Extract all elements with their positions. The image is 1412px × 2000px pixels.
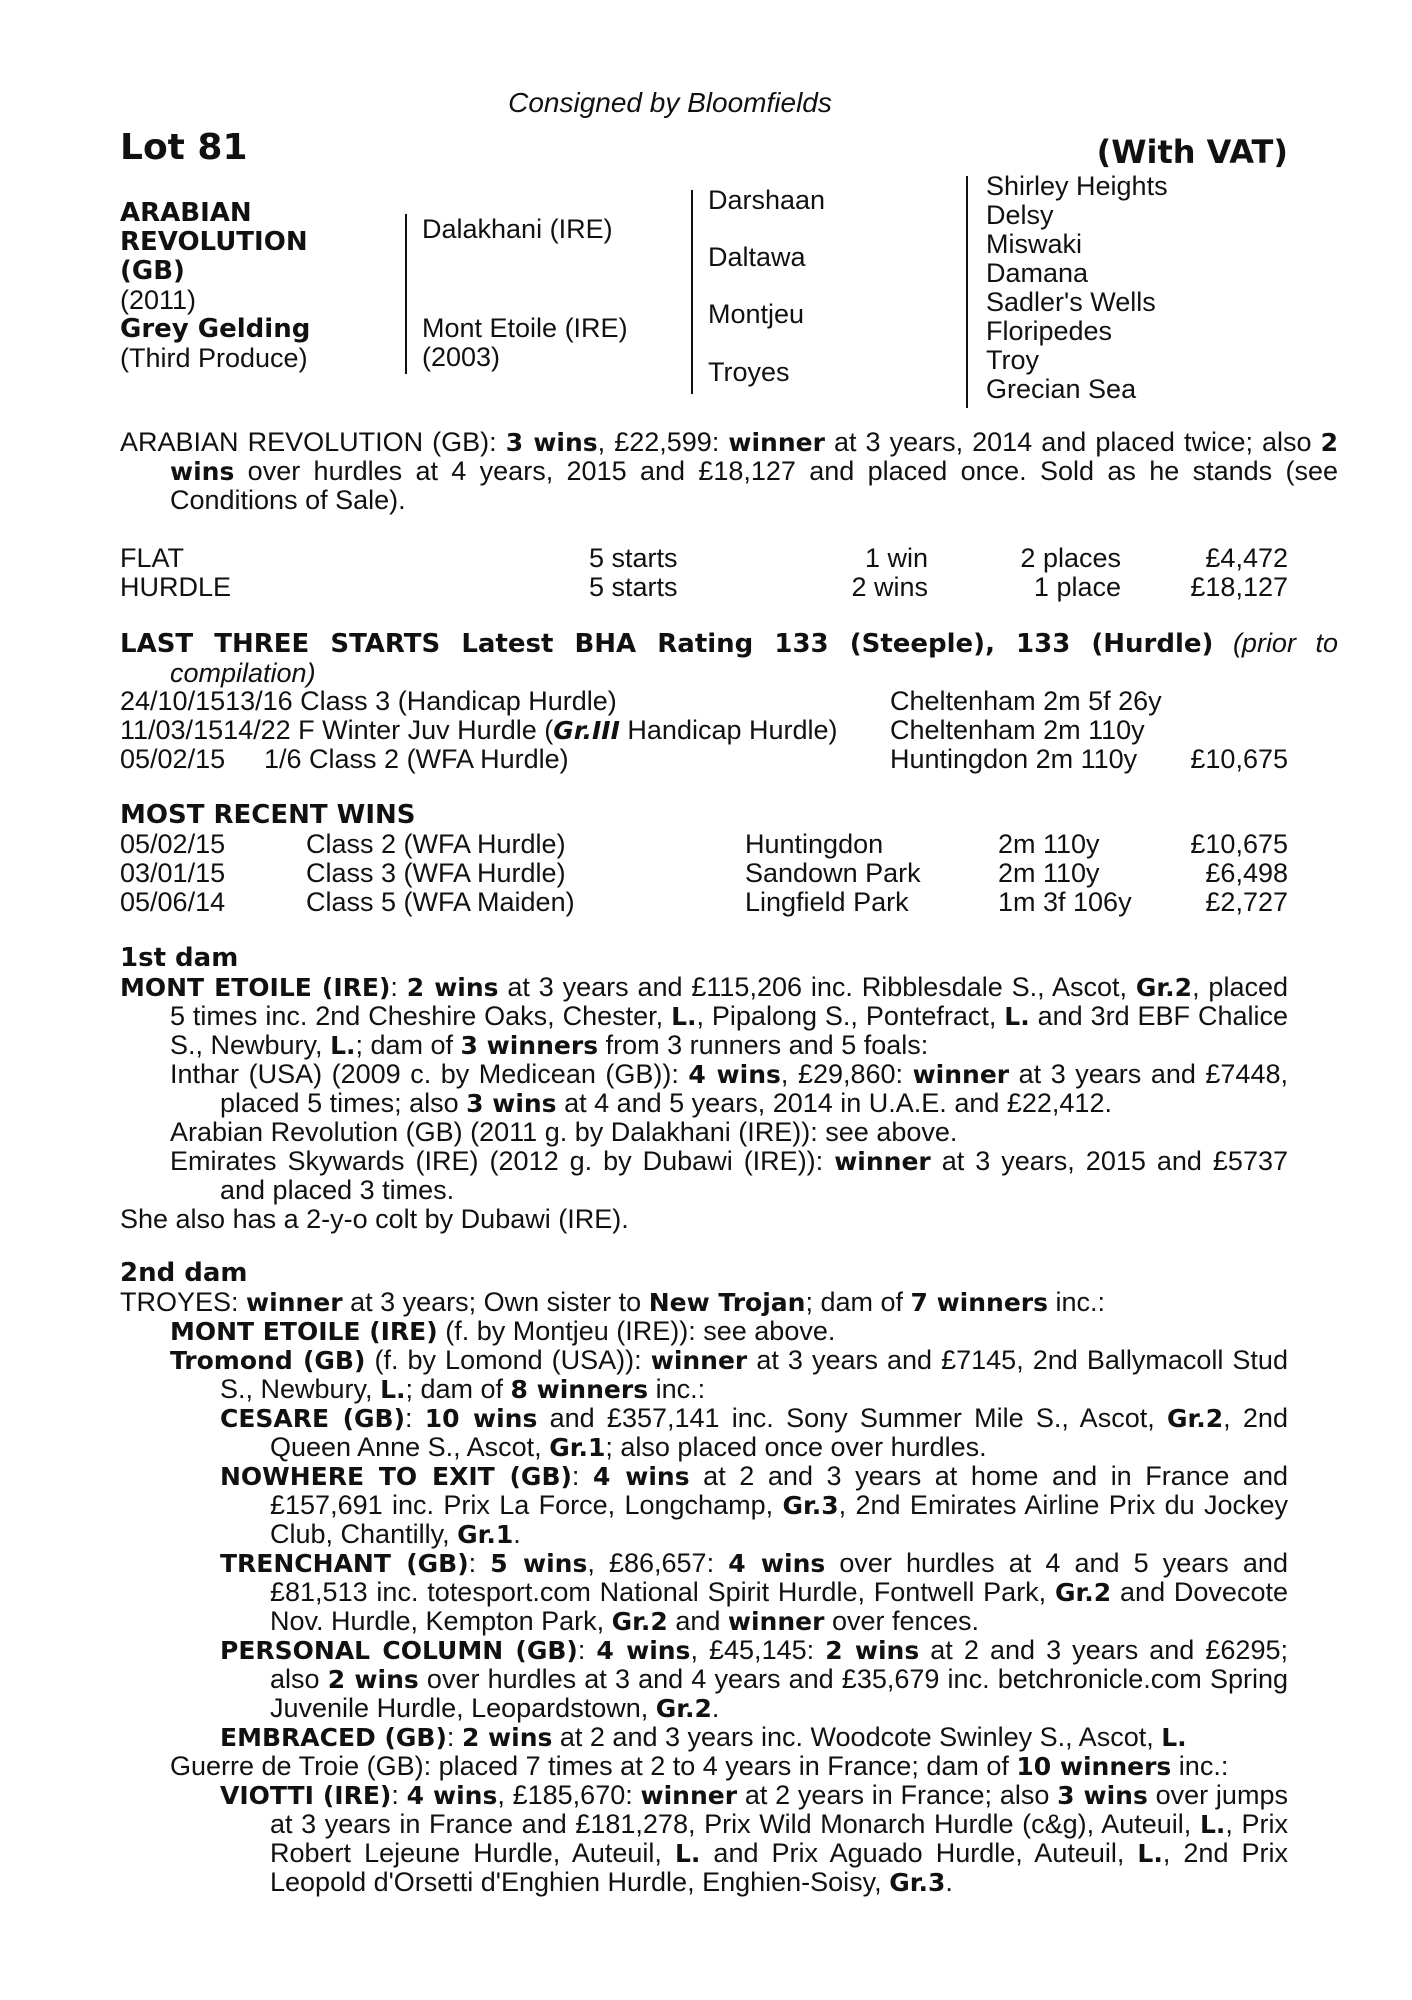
first-dam-section — [120, 973, 1288, 1234]
pedigree-divider-3 — [966, 176, 968, 408]
second-dam-paragraph: TROYES: winner at 3 years; Own sister to New Trojan; dam of 7 winners inc.: — [120, 1287, 1106, 1317]
last-three-row: 11/03/1514/22 F Winter Juv Hurdle (Gr.III Handicap Hurdle) Cheltenham 2m 110y — [120, 715, 1145, 745]
horse-year: (2011) — [120, 285, 197, 315]
record-row: FLAT 5 starts 1 win 2 places £4,472 — [120, 543, 1288, 573]
recent-wins-table — [120, 830, 1288, 917]
pedigree-gen3-1: Delsy — [986, 200, 1054, 230]
produce-entry: Inthar (USA) (2009 c. by Medicean (GB)): 4 wins, £29,860: winner at 3 years and £7448, placed 5 times; also 3 wins at 4 and 5 years, 2014 in U.A.E. and £22,412. — [170, 1059, 1288, 1118]
pedigree-gen2-3: Troyes — [708, 357, 790, 387]
horse-identity — [120, 199, 310, 373]
recent-wins-heading: MOST RECENT WINS — [120, 800, 416, 830]
produce-entry: Emirates Skywards (IRE) (2012 g. by Dubawi (IRE)): winner at 3 years, 2015 and £5737 and placed 3 times. — [170, 1146, 1288, 1205]
lot-number: Lot 81 — [120, 127, 248, 168]
consignor-line: Consigned by Bloomfields — [508, 87, 832, 118]
produce-entry: Guerre de Troie (GB): placed 7 times at 2 to 4 years in France; dam of 10 winners inc.: — [170, 1751, 1229, 1781]
horse-name-line1: ARABIAN — [120, 198, 252, 228]
second-dam-heading: 2nd dam — [120, 1258, 248, 1288]
produce-note: She also has a 2-y-o colt by Dubawi (IRE). — [120, 1204, 629, 1234]
produce-entry: CESARE (GB): 10 wins and £357,141 inc. Sony Summer Mile S., Ascot, Gr.2, 2nd Queen Anne S., Ascot, Gr.1; also placed once over hurdles. — [220, 1403, 1288, 1462]
produce-entry: EMBRACED (GB): 2 wins at 2 and 3 years inc. Woodcote Swinley S., Ascot, L. — [220, 1722, 1187, 1752]
record-table — [120, 544, 1288, 602]
horse-sex: Grey Gelding — [120, 314, 311, 344]
produce-entry: VIOTTI (IRE): 4 wins, £185,670: winner at 2 years in France; also 3 wins over jumps at 3 years in France and £181,278, Prix Wild Monarch Hurdle (c&g), Auteuil, L., Prix Robert Lejeune Hurdle, Auteuil, L. and Prix Aguado Hurdle, Auteuil, L., 2nd Prix Leopold d'Orsetti d'Enghien Hurdle, Enghien-Soisy, Gr.3. — [220, 1780, 1289, 1897]
last-three-table — [120, 687, 1288, 774]
pedigree-gen3-list — [986, 172, 1168, 404]
pedigree-gen3-7: Grecian Sea — [986, 374, 1137, 404]
pedigree-gen3-6: Troy — [986, 345, 1039, 375]
pedigree-gen2-0: Darshaan — [708, 185, 826, 215]
pedigree-sire: Dalakhani (IRE) — [422, 214, 613, 244]
pedigree-dam-year: (2003) — [422, 342, 501, 372]
pedigree-gen2-1: Daltawa — [708, 242, 806, 272]
pedigree-dam: Mont Etoile (IRE) — [422, 313, 628, 343]
race-summary: ARABIAN REVOLUTION (GB): 3 wins, £22,599: winner at 3 years, 2014 and placed twice; also 2 wins over hurdles at 4 years, 2015 and £18,127 and placed once. Sold as he stands (see Conditions of Sale). — [120, 427, 1338, 515]
record-row: HURDLE 5 starts 2 wins 1 place £18,127 — [120, 572, 1288, 602]
horse-produce: (Third Produce) — [120, 343, 308, 373]
first-dam-heading: 1st dam — [120, 943, 239, 973]
recent-win-row: 05/06/14 Class 5 (WFA Maiden) Lingfield Park 1m 3f 106y £2,727 — [120, 887, 1288, 917]
vat-note: (With VAT) — [1096, 133, 1288, 171]
pedigree-divider-1 — [405, 214, 407, 374]
last-three-heading: LAST THREE STARTS Latest BHA Rating 133 (Steeple), 133 (Hurdle) (prior to compilation) — [120, 628, 1338, 688]
produce-entry: Tromond (GB) (f. by Lomond (USA)): winner at 3 years and £7145, 2nd Ballymacoll Stud S., Newbury, L.; dam of 8 winners inc.: — [170, 1345, 1288, 1404]
pedigree-gen3-4: Sadler's Wells — [986, 287, 1156, 317]
recent-win-row: 05/02/15 Class 2 (WFA Hurdle) Huntingdon 2m 110y £10,675 — [120, 829, 1288, 859]
horse-name-line2: REVOLUTION — [120, 227, 308, 257]
pedigree-gen3-3: Damana — [986, 258, 1089, 288]
produce-entry: TRENCHANT (GB): 5 wins, £86,657: 4 wins over hurdles at 4 and 5 years and £81,513 inc. totesport.com National Spirit Hurdle, Fontwell Park, Gr.2 and Dovecote Nov. Hurdle, Kempton Park, Gr.2 and winner over fences. — [220, 1548, 1288, 1636]
pedigree-gen3-0: Shirley Heights — [986, 171, 1168, 201]
pedigree-divider-2 — [691, 190, 693, 394]
produce-entry: NOWHERE TO EXIT (GB): 4 wins at 2 and 3 years at home and in France and £157,691 inc. Prix La Force, Longchamp, Gr.3, 2nd Emirates Airline Prix du Jockey Club, Chantilly, Gr.1. — [220, 1461, 1289, 1549]
produce-entry: Arabian Revolution (GB) (2011 g. by Dalakhani (IRE)): see above. — [170, 1117, 958, 1147]
pedigree-gen3-2: Miswaki — [986, 229, 1083, 259]
horse-name-line3: (GB) — [120, 256, 185, 286]
second-dam-section — [120, 1288, 1288, 1897]
pedigree-gen2-2: Montjeu — [708, 299, 805, 329]
produce-entry: PERSONAL COLUMN (GB): 4 wins, £45,145: 2 wins at 2 and 3 years and £6295; also 2 wins over hurdles at 3 and 4 years and £35,679 inc. betchronicle.com Spring Juvenile Hurdle, Leopardstown, Gr.2. — [220, 1635, 1288, 1723]
last-three-row: 05/02/15 1/6 Class 2 (WFA Hurdle) Huntingdon 2m 110y £10,675 — [120, 744, 1288, 774]
first-dam-paragraph: MONT ETOILE (IRE): 2 wins at 3 years and £115,206 inc. Ribblesdale S., Ascot, Gr.2, placed 5 times inc. 2nd Cheshire Oaks, Chester, L., Pipalong S., Pontefract, L. and 3rd EBF Chalice S., Newbury, L.; dam of 3 winners from 3 runners and 5 foals: — [120, 972, 1288, 1060]
recent-win-row: 03/01/15 Class 3 (WFA Hurdle) Sandown Park 2m 110y £6,498 — [120, 858, 1288, 888]
last-three-row: 24/10/1513/16 Class 3 (Handicap Hurdle) Cheltenham 2m 5f 26y — [120, 686, 1162, 716]
pedigree-gen3-5: Floripedes — [986, 316, 1113, 346]
produce-entry: MONT ETOILE (IRE) (f. by Montjeu (IRE)): see above. — [170, 1316, 836, 1346]
